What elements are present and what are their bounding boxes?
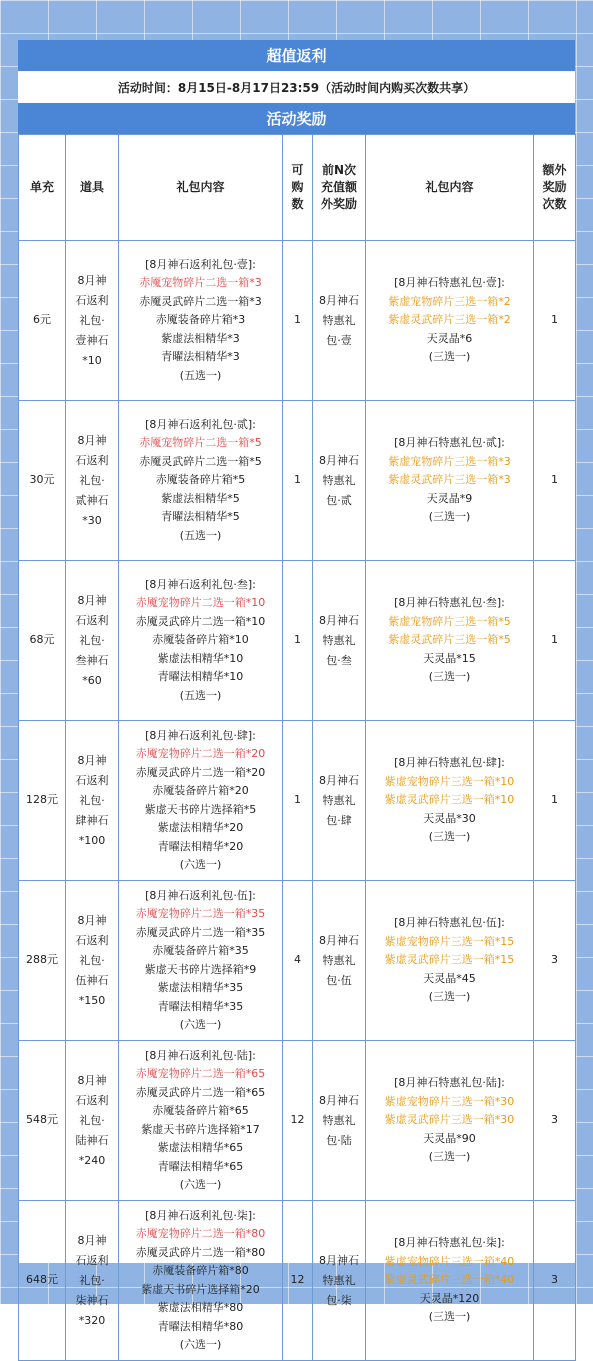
pack-content-cell-2	[366, 241, 534, 401]
buy-count-cell	[283, 401, 313, 561]
buy-count-cell	[283, 241, 313, 401]
pack-line: 赤魇宠物碎片二选一箱*5	[139, 436, 262, 450]
pack-content-cell-2	[366, 561, 534, 721]
pack-line: 赤魇宠物碎片二选一箱*3	[139, 276, 262, 290]
pack-line: 青曜法相精华*65	[157, 1159, 244, 1173]
pack-line: 紫虚法相精华*65	[157, 1141, 244, 1154]
pack-line: 天灵晶*6	[426, 331, 473, 345]
pack-line: 赤魇宠物碎片二选一箱*35	[135, 907, 266, 920]
item-cell	[66, 561, 119, 721]
pack-line: (三选一)	[428, 510, 471, 524]
pack-content-cell-2	[366, 721, 534, 881]
item-cell	[66, 721, 119, 881]
buy-count-text: 4	[294, 953, 301, 967]
pack-line: 青曜法相精华*80	[157, 1319, 244, 1333]
pack-line: 紫虚法相精华*3	[161, 331, 240, 345]
event-time-value: 8月15日-8月17日23:59	[177, 80, 320, 95]
pack-content-cell	[119, 241, 283, 401]
pack-line: 紫虚灵武碎片三选一箱*30	[384, 1113, 515, 1127]
page-title: 超值返利	[18, 40, 575, 71]
price-cell	[19, 241, 66, 401]
pack-line: [8月神石特惠礼包·贰]:	[394, 436, 505, 450]
buy-count-text: 12	[290, 1113, 305, 1127]
pack-line: 紫虚天书碎片选择箱*5	[144, 802, 257, 816]
pack-line: (六选一)	[179, 858, 222, 871]
pack-line: 紫虚法相精华*80	[157, 1301, 244, 1314]
extra-times-text: 1	[551, 473, 558, 487]
table-row	[19, 561, 576, 721]
buy-count-text: 1	[294, 793, 301, 807]
price-text: 128元	[26, 793, 58, 807]
table-row	[19, 241, 576, 401]
pack-line: 紫虚灵武碎片三选一箱*5	[388, 633, 511, 647]
extra-item-cell	[313, 241, 366, 401]
pack-line: 天灵晶*9	[426, 491, 473, 505]
event-time-label: 活动时间：	[117, 80, 178, 95]
header-single-charge: 单充	[19, 135, 66, 241]
reward-table	[18, 134, 576, 1361]
pack-line: 紫虚法相精华*20	[157, 821, 244, 834]
pack-line: 赤魇灵武碎片二选一箱*35	[135, 925, 266, 939]
extra-times-text: 3	[551, 1273, 558, 1287]
pack-line: (三选一)	[428, 1150, 471, 1164]
item-cell	[66, 241, 119, 401]
pack-line: 赤魇灵武碎片二选一箱*80	[135, 1245, 266, 1259]
pack-line: (五选一)	[179, 368, 222, 382]
extra-item-cell	[313, 881, 366, 1041]
pack-line: 紫虚灵武碎片三选一箱*15	[384, 953, 515, 967]
extra-times-cell	[534, 881, 576, 1041]
reward-section-title: 活动奖励	[18, 103, 575, 134]
pack-line: 赤魇宠物碎片二选一箱*65	[135, 1067, 266, 1080]
pack-line: [8月神石返利礼包·肆]:	[145, 728, 256, 742]
buy-count-cell	[283, 721, 313, 881]
pack-line: (五选一)	[179, 688, 222, 702]
extra-item-cell	[313, 1041, 366, 1201]
pack-line: 赤魇宠物碎片二选一箱*20	[135, 747, 266, 760]
price-cell	[19, 881, 66, 1041]
extra-item-text: 8月神石特惠礼包·壹	[319, 293, 359, 347]
buy-count-text: 1	[294, 313, 301, 327]
pack-line: 天灵晶*15	[423, 651, 476, 665]
extra-item-cell	[313, 721, 366, 881]
pack-line: (三选一)	[428, 670, 471, 684]
item-text: 8月神石返利礼包·叁神石*60	[75, 593, 109, 687]
pack-line: 紫虚宠物碎片三选一箱*40	[384, 1254, 515, 1268]
pack-line: 青曜法相精华*10	[157, 670, 244, 684]
buy-count-cell	[283, 881, 313, 1041]
table-row	[19, 1201, 576, 1361]
table-row	[19, 721, 576, 881]
pack-line: 赤魇灵武碎片二选一箱*3	[139, 294, 262, 308]
extra-times-cell	[534, 241, 576, 401]
pack-line: 紫虚灵武碎片三选一箱*10	[384, 793, 515, 807]
rebate-panel	[18, 40, 575, 1351]
item-text: 8月神石返利礼包·柒神石*320	[75, 1233, 109, 1327]
price-text: 30元	[29, 473, 55, 487]
pack-line: 天灵晶*120	[419, 1291, 480, 1305]
pack-line: [8月神石特惠礼包·伍]:	[394, 916, 505, 930]
pack-line: 紫虚宠物碎片三选一箱*3	[388, 454, 511, 468]
pack-content-cell-2	[366, 401, 534, 561]
pack-line: 赤魇装备碎片箱*10	[152, 633, 249, 647]
pack-line: 紫虚灵武碎片三选一箱*40	[384, 1273, 515, 1287]
header-extra-reward: 前N次充值额外奖励	[313, 135, 366, 241]
pack-line: [8月神石返利礼包·伍]:	[145, 888, 256, 902]
pack-line: 紫虚法相精华*5	[161, 491, 240, 505]
price-cell	[19, 561, 66, 721]
pack-line: 紫虚宠物碎片三选一箱*30	[384, 1094, 515, 1108]
pack-line: 青曜法相精华*3	[161, 350, 240, 364]
pack-content-cell	[119, 1201, 283, 1361]
pack-line: 紫虚宠物碎片三选一箱*2	[388, 294, 511, 308]
pack-line: [8月神石返利礼包·叁]:	[145, 577, 256, 591]
header-pack-content-2: 礼包内容	[366, 135, 534, 241]
pack-line: 赤魇灵武碎片二选一箱*20	[135, 765, 266, 779]
pack-line: [8月神石特惠礼包·壹]:	[394, 276, 505, 290]
item-text: 8月神石返利礼包·贰神石*30	[75, 433, 109, 527]
price-text: 548元	[26, 1113, 58, 1127]
extra-times-text: 1	[551, 633, 558, 647]
price-cell	[19, 721, 66, 881]
extra-item-text: 8月神石特惠礼包·伍	[319, 933, 359, 987]
extra-times-text: 3	[551, 1113, 558, 1127]
pack-line: 赤魇装备碎片箱*3	[155, 313, 246, 327]
table-header-row	[19, 135, 576, 241]
item-cell	[66, 881, 119, 1041]
pack-line: 紫虚宠物碎片三选一箱*15	[384, 934, 515, 948]
pack-line: [8月神石特惠礼包·陆]:	[394, 1076, 505, 1090]
extra-times-cell	[534, 561, 576, 721]
pack-line: 紫虚法相精华*10	[157, 651, 244, 665]
extra-times-cell	[534, 1201, 576, 1361]
extra-item-cell	[313, 401, 366, 561]
pack-content-cell	[119, 881, 283, 1041]
pack-content-cell	[119, 1041, 283, 1201]
pack-line: [8月神石返利礼包·壹]:	[145, 257, 256, 271]
pack-line: 赤魇装备碎片箱*35	[152, 944, 249, 957]
extra-times-cell	[534, 401, 576, 561]
extra-times-text: 1	[551, 313, 558, 327]
pack-line: 紫虚宠物碎片三选一箱*5	[388, 614, 511, 628]
pack-line: (五选一)	[179, 528, 222, 542]
extra-item-text: 8月神石特惠礼包·肆	[319, 773, 359, 827]
pack-line: 天灵晶*45	[423, 971, 476, 985]
pack-line: 天灵晶*90	[423, 1131, 476, 1145]
item-cell	[66, 1041, 119, 1201]
pack-line: (三选一)	[428, 350, 471, 364]
pack-line: 天灵晶*30	[423, 811, 476, 825]
pack-line: 赤魇装备碎片箱*5	[155, 473, 246, 487]
pack-line: [8月神石特惠礼包·叁]:	[394, 596, 505, 610]
price-cell	[19, 1041, 66, 1201]
event-time	[18, 71, 575, 104]
extra-times-cell	[534, 1041, 576, 1201]
pack-line: (六选一)	[179, 1338, 222, 1351]
pack-line: 赤魇宠物碎片二选一箱*10	[135, 596, 266, 610]
pack-line: (六选一)	[179, 1018, 222, 1031]
pack-line: 紫虚天书碎片选择箱*9	[144, 962, 257, 976]
extra-item-text: 8月神石特惠礼包·柒	[319, 1253, 359, 1307]
price-text: 648元	[26, 1273, 58, 1287]
buy-count-text: 12	[290, 1273, 305, 1287]
price-cell	[19, 401, 66, 561]
price-text: 288元	[26, 953, 58, 967]
item-text: 8月神石返利礼包·壹神石*10	[75, 273, 109, 367]
price-text: 68元	[29, 633, 55, 647]
pack-content-cell-2	[366, 881, 534, 1041]
header-item: 道具	[66, 135, 119, 241]
item-text: 8月神石返利礼包·伍神石*150	[75, 913, 109, 1007]
pack-line: 青曜法相精华*5	[161, 510, 240, 524]
extra-times-cell	[534, 721, 576, 881]
pack-line: (三选一)	[428, 990, 471, 1004]
extra-item-text: 8月神石特惠礼包·贰	[319, 453, 359, 507]
pack-line: (三选一)	[428, 1310, 471, 1324]
price-text: 6元	[33, 313, 51, 327]
pack-line: 赤魇装备碎片箱*20	[152, 784, 249, 797]
buy-count-text: 1	[294, 633, 301, 647]
item-cell	[66, 1201, 119, 1361]
extra-item-cell	[313, 561, 366, 721]
pack-line: 紫虚天书碎片选择箱*20	[141, 1282, 260, 1296]
pack-line: 紫虚天书碎片选择箱*17	[141, 1122, 260, 1136]
pack-line: [8月神石特惠礼包·柒]:	[394, 1236, 505, 1250]
header-extra-times: 额外奖励次数	[534, 135, 576, 241]
extra-item-text: 8月神石特惠礼包·叁	[319, 613, 359, 667]
pack-line: 紫虚法相精华*35	[157, 981, 244, 994]
extra-item-text: 8月神石特惠礼包·陆	[319, 1093, 359, 1147]
pack-line: 紫虚灵武碎片三选一箱*2	[388, 313, 511, 327]
pack-line: 赤魇灵武碎片二选一箱*5	[139, 454, 262, 468]
pack-line: (六选一)	[179, 1178, 222, 1191]
pack-line: [8月神石返利礼包·陆]:	[145, 1048, 256, 1062]
extra-item-cell	[313, 1201, 366, 1361]
pack-line: [8月神石返利礼包·贰]:	[145, 417, 256, 431]
pack-content-cell	[119, 721, 283, 881]
pack-line: 赤魇灵武碎片二选一箱*10	[135, 614, 266, 628]
pack-line: 赤魇宠物碎片二选一箱*80	[135, 1227, 266, 1240]
header-pack-content: 礼包内容	[119, 135, 283, 241]
item-text: 8月神石返利礼包·肆神石*100	[75, 753, 109, 847]
pack-line: [8月神石返利礼包·柒]:	[145, 1208, 256, 1222]
event-time-note: （活动时间内购买次数共享）	[319, 80, 476, 95]
pack-line: 赤魇灵武碎片二选一箱*65	[135, 1085, 266, 1099]
table-row	[19, 401, 576, 561]
extra-times-text: 3	[551, 953, 558, 967]
pack-line: (三选一)	[428, 830, 471, 844]
pack-line: 青曜法相精华*35	[157, 999, 244, 1013]
buy-count-cell	[283, 1201, 313, 1361]
pack-content-cell-2	[366, 1041, 534, 1201]
table-row	[19, 1041, 576, 1201]
pack-content-cell	[119, 561, 283, 721]
pack-line: 紫虚灵武碎片三选一箱*3	[388, 473, 511, 487]
pack-line: [8月神石特惠礼包·肆]:	[394, 756, 505, 770]
item-cell	[66, 401, 119, 561]
buy-count-cell	[283, 561, 313, 721]
pack-content-cell-2	[366, 1201, 534, 1361]
pack-line: 紫虚宠物碎片三选一箱*10	[384, 774, 515, 788]
pack-line: 赤魇装备碎片箱*65	[152, 1104, 249, 1117]
price-cell	[19, 1201, 66, 1361]
extra-times-text: 1	[551, 793, 558, 807]
item-text: 8月神石返利礼包·陆神石*240	[75, 1073, 109, 1167]
table-row	[19, 881, 576, 1041]
pack-content-cell	[119, 401, 283, 561]
buy-count-cell	[283, 1041, 313, 1201]
pack-line: 赤魇装备碎片箱*80	[152, 1264, 249, 1277]
header-buy-count: 可购数	[283, 135, 313, 241]
pack-line: 青曜法相精华*20	[157, 839, 244, 853]
buy-count-text: 1	[294, 473, 301, 487]
